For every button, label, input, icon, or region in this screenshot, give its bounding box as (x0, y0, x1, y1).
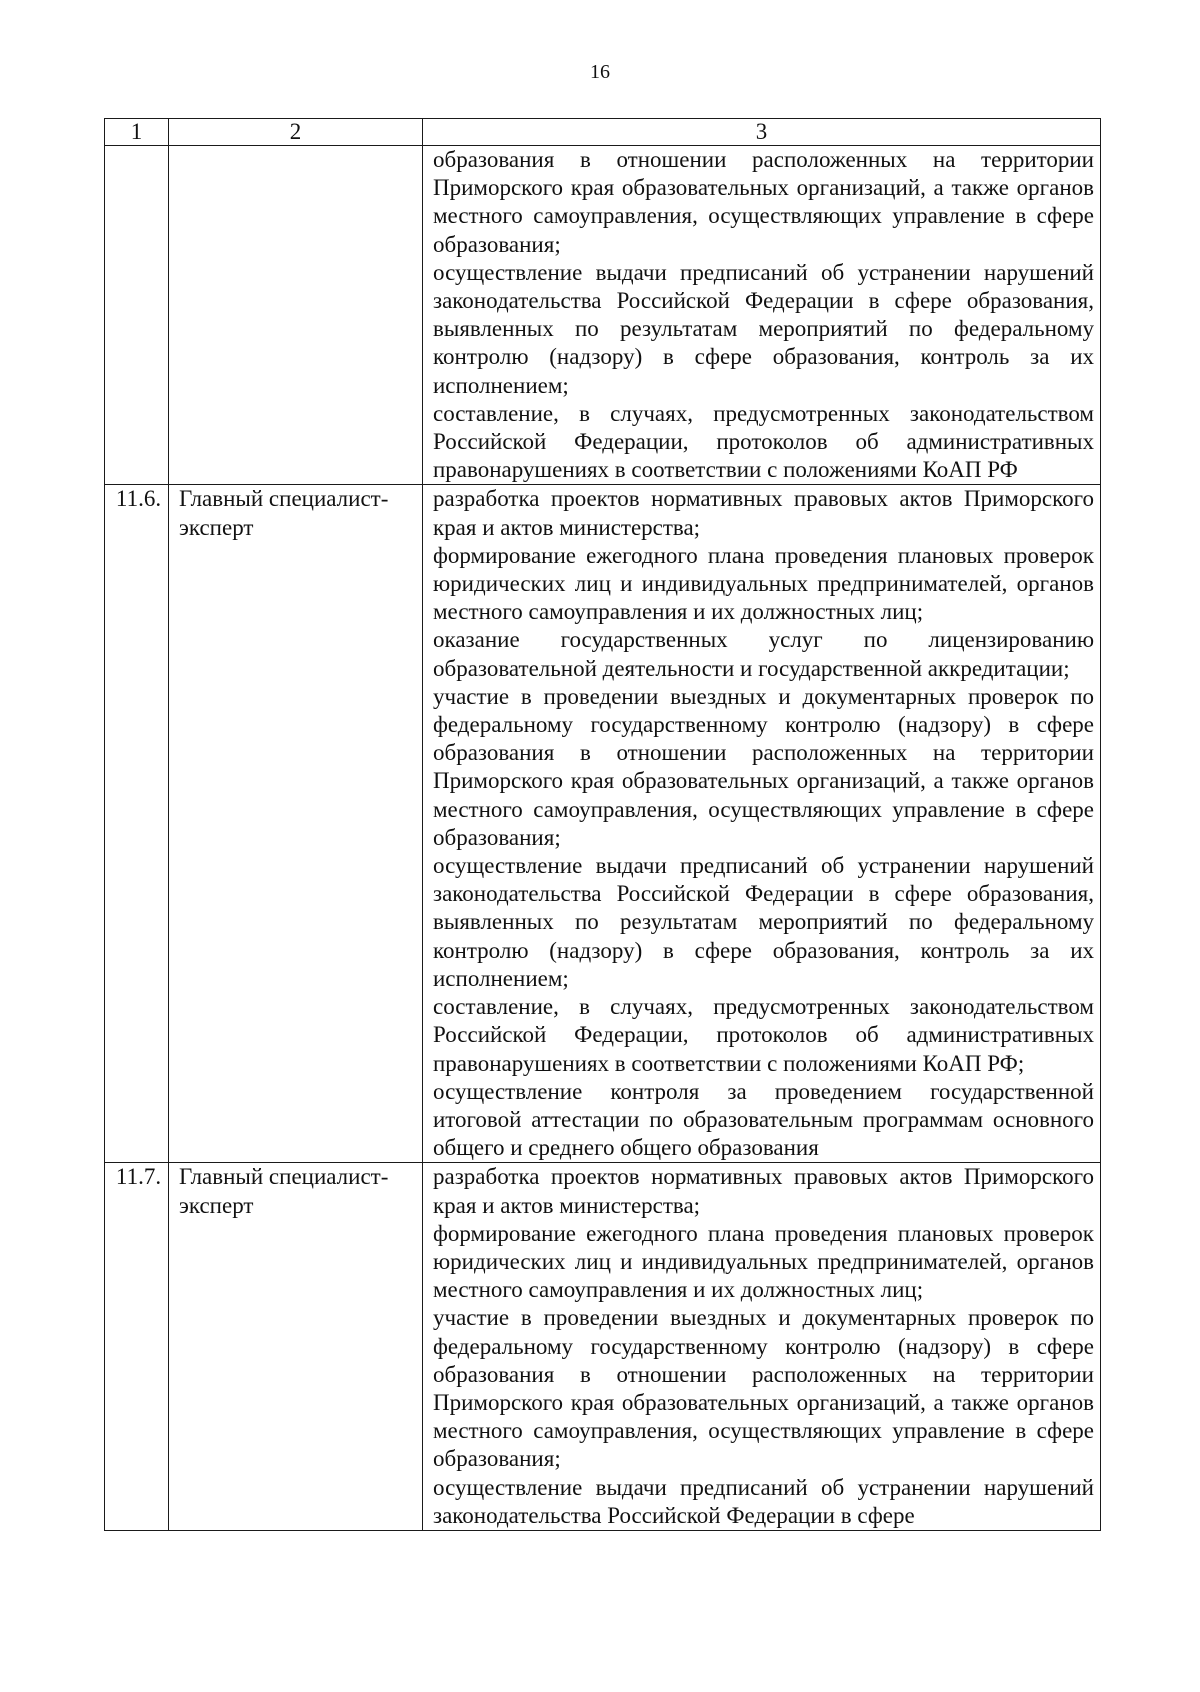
duty-item: участие в проведении выездных и документарных проверок по федеральному государственному контролю (надзору) в сфере образования в отношении расположенных на территории Приморского края образовательных организаций, а также органов местного самоуправления, осуществляющих управление в сфере образования; (433, 683, 1094, 850)
header-col-2: 2 (169, 119, 423, 146)
position-title: Главный специалист-эксперт (169, 1163, 423, 1531)
duty-item: разработка проектов нормативных правовых актов Приморского края и актов министерства; (433, 486, 1094, 540)
duties-cell (423, 1163, 1101, 1531)
header-col-3: 3 (423, 119, 1101, 146)
duties-table (104, 118, 1101, 1531)
table-row (105, 1163, 1101, 1531)
duty-item: участие в проведении выездных и документарных проверок по федеральному государственному контролю (надзору) в сфере образования в отношении расположенных на территории Приморского края образовательных организаций, а также органов местного самоуправления, осуществляющих управление в сфере образования; (433, 1305, 1094, 1472)
duty-item: осуществление выдачи предписаний об устранении нарушений законодательства Российской Федерации в сфере образования, выявленных по результатам мероприятий по федеральному контролю (надзору) в сфере образования, контроль за их исполнением; (433, 259, 1094, 398)
position-title (169, 146, 423, 485)
duty-item: осуществление контроля за проведением государственной итоговой аттестации по образовательным программам основного общего и среднего общего образования (433, 1078, 1094, 1161)
table-header-row (105, 119, 1101, 146)
table-row (105, 485, 1101, 1163)
duty-item: составление, в случаях, предусмотренных законодательством Российской Федерации, протоколов об административных правонарушениях в соответствии с положениями КоАП РФ (433, 400, 1094, 483)
table-row (105, 146, 1101, 485)
duty-item: образования в отношении расположенных на территории Приморского края образовательных организаций, а также органов местного самоуправления, осуществляющих управление в сфере образования; (433, 147, 1094, 257)
duty-item: разработка проектов нормативных правовых актов Приморского края и актов министерства; (433, 1164, 1094, 1218)
row-number: 11.6. (105, 485, 169, 1163)
duty-item: формирование ежегодного плана проведения плановых проверок юридических лиц и индивидуальных предпринимателей, органов местного самоуправления и их должностных лиц; (433, 542, 1094, 625)
position-title: Главный специалист-эксперт (169, 485, 423, 1163)
duty-item: формирование ежегодного плана проведения плановых проверок юридических лиц и индивидуальных предпринимателей, органов местного самоуправления и их должностных лиц; (433, 1220, 1094, 1303)
header-col-1: 1 (105, 119, 169, 146)
duty-item: составление, в случаях, предусмотренных законодательством Российской Федерации, протоколов об административных правонарушениях в соответствии с положениями КоАП РФ; (433, 994, 1094, 1076)
row-number (105, 146, 169, 485)
duty-item: оказание государственных услуг по лицензированию образовательной деятельности и государственной аккредитации; (433, 627, 1094, 681)
page-number: 16 (590, 61, 610, 83)
duty-item: осуществление выдачи предписаний об устранении нарушений законодательства Российской Федерации в сфере образования, выявленных по результатам мероприятий по федеральному контролю (надзору) в сфере образования, контроль за их исполнением; (433, 853, 1094, 991)
duties-cell (423, 485, 1101, 1163)
duty-item: осуществление выдачи предписаний об устранении нарушений законодательства Российской Федерации в сфере (433, 1474, 1094, 1528)
duties-cell (423, 146, 1101, 485)
row-number: 11.7. (105, 1163, 169, 1531)
